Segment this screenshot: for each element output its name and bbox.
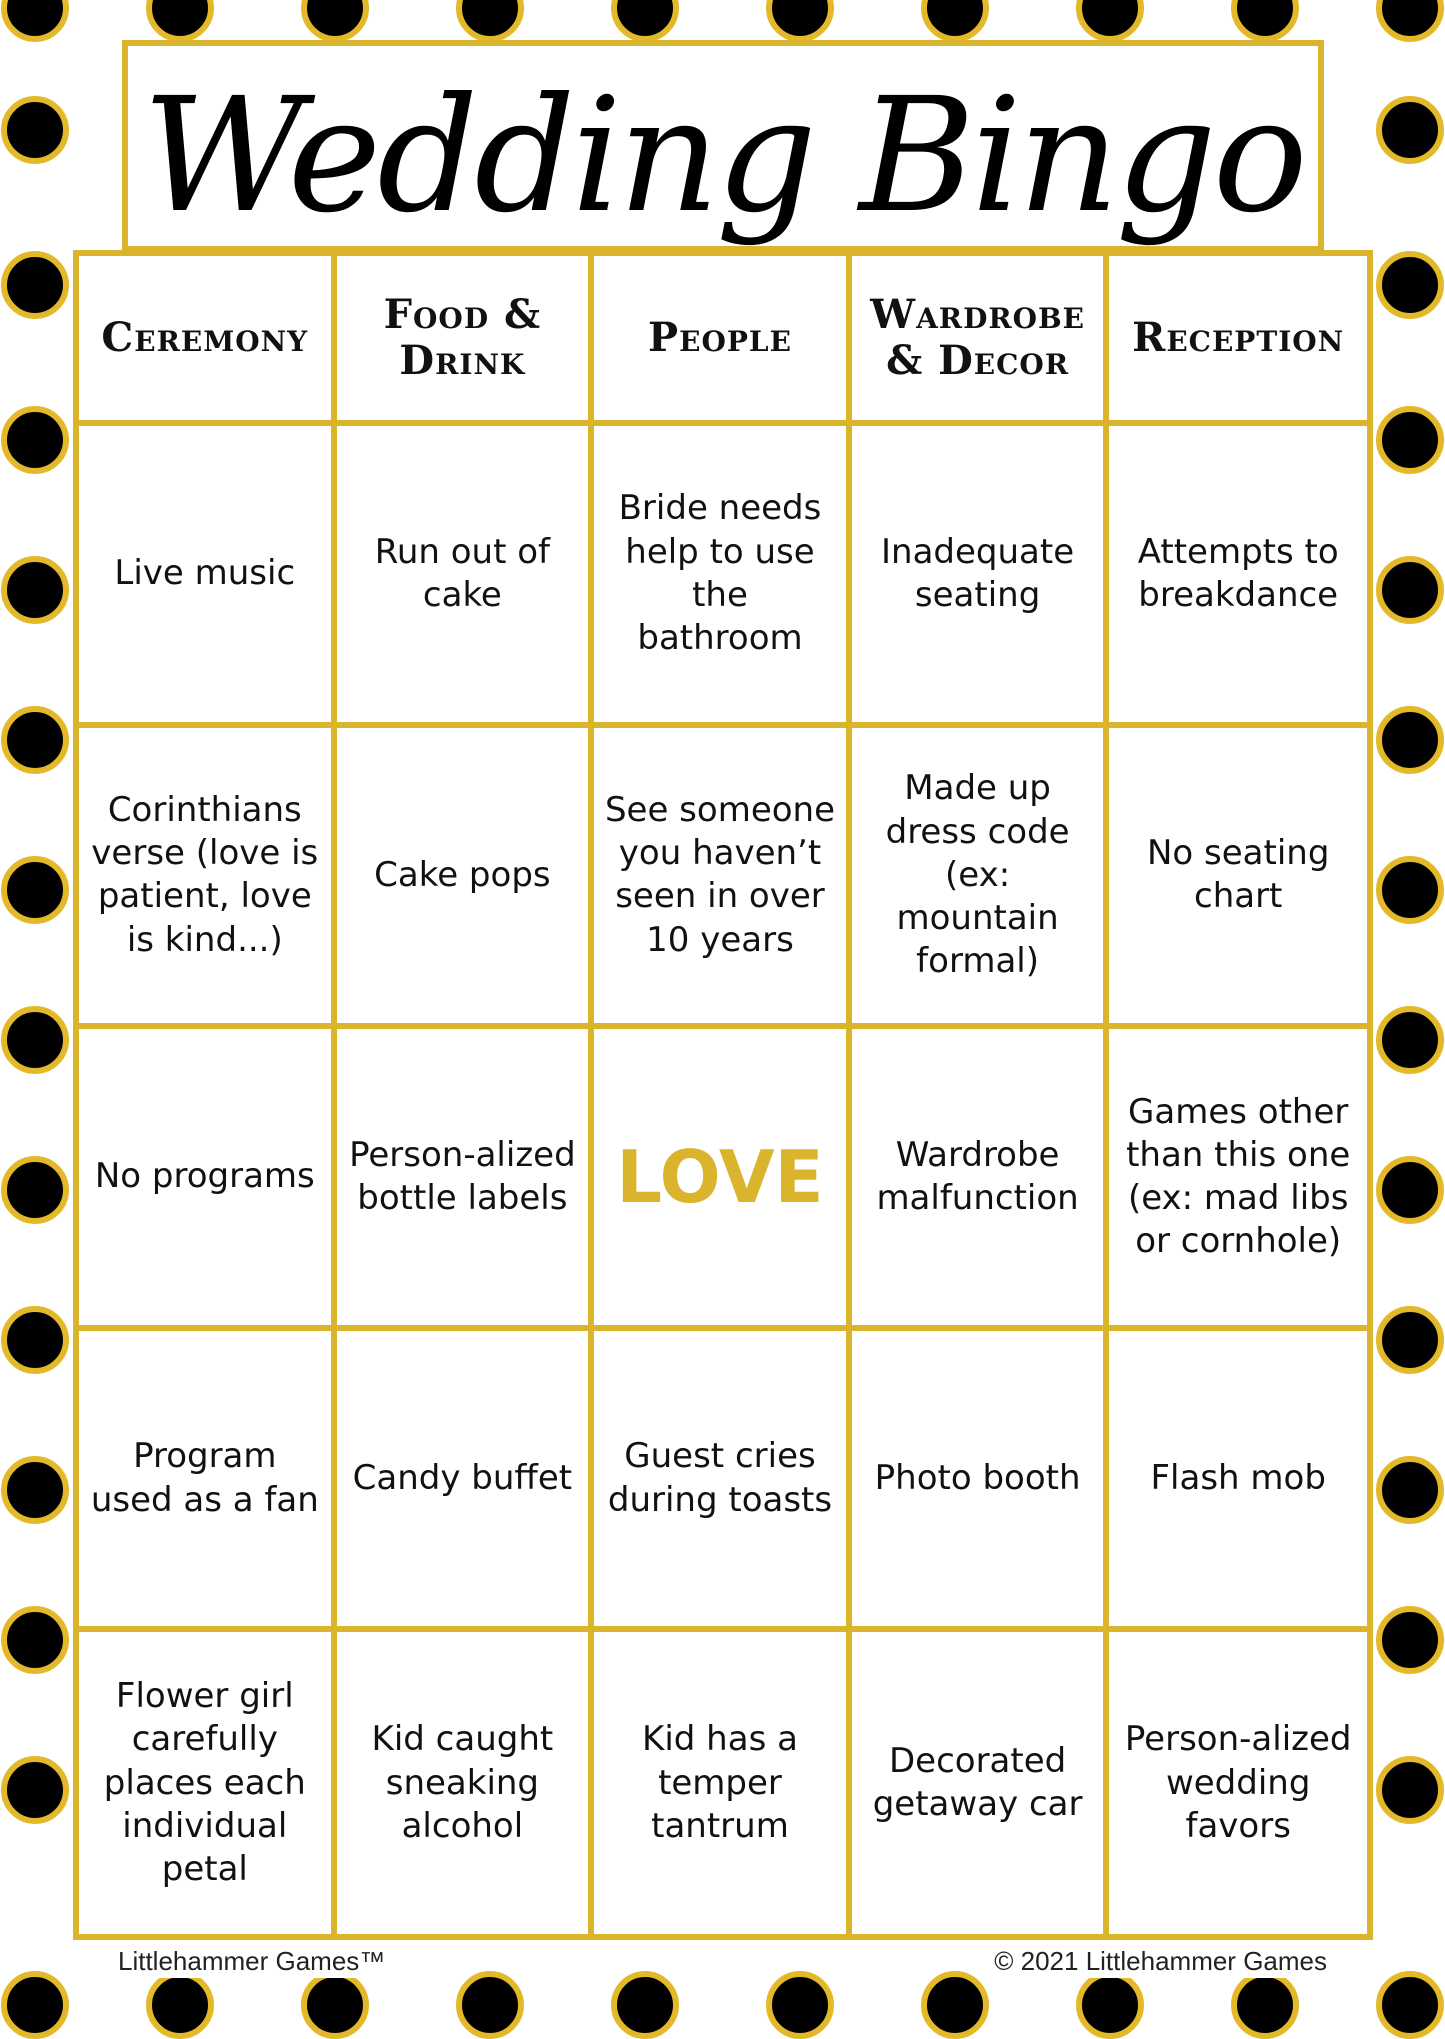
polka-dot <box>1 96 69 164</box>
bingo-square-text: No seating chart <box>1146 833 1330 917</box>
bingo-square <box>852 1029 1110 1331</box>
column-header-text: Ceremony <box>101 314 309 361</box>
polka-dot <box>1231 0 1299 42</box>
polka-dot <box>301 0 369 42</box>
bingo-square <box>337 728 595 1030</box>
bingo-square-text: Person-alized wedding favors <box>1124 1719 1352 1846</box>
bingo-square <box>79 728 337 1030</box>
polka-dot <box>1376 406 1444 474</box>
polka-dot <box>146 0 214 42</box>
column-header-text: Wardrobe & Decor <box>870 291 1086 384</box>
polka-dot <box>1076 1971 1144 2039</box>
bingo-square <box>337 426 595 728</box>
polka-dot <box>1 1606 69 1674</box>
polka-dot <box>1 706 69 774</box>
bingo-square <box>852 1331 1110 1633</box>
polka-dot <box>1376 856 1444 924</box>
column-header-text: Food & Drink <box>383 291 542 384</box>
polka-dot <box>1 1756 69 1824</box>
bingo-square-text: Cake pops <box>374 854 551 895</box>
bingo-square-text: No programs <box>94 1156 315 1197</box>
bingo-square-text: Person-alized bottle labels <box>349 1134 576 1218</box>
bingo-square <box>594 1632 852 1934</box>
polka-dot <box>1 1006 69 1074</box>
bingo-card <box>73 250 1373 1940</box>
bingo-square <box>594 728 852 1030</box>
polka-dot <box>1076 0 1144 42</box>
footer-copyright: © 2021 Littlehammer Games <box>986 1944 1335 1978</box>
bingo-square-text: Kid has a temper tantrum <box>642 1719 798 1846</box>
bingo-square-text: Wardrobe malfunction <box>876 1134 1079 1218</box>
polka-dot <box>1 856 69 924</box>
bingo-square-text: Candy buffet <box>352 1458 573 1498</box>
bingo-square <box>852 728 1110 1030</box>
bingo-square-text: Guest cries during toasts <box>607 1436 833 1520</box>
polka-dot <box>1376 0 1444 42</box>
bingo-square-text: Attempts to breakdance <box>1137 531 1339 615</box>
polka-dot <box>1376 1756 1444 1824</box>
polka-dot <box>1 556 69 624</box>
bingo-square <box>79 426 337 728</box>
polka-dot <box>146 1971 214 2039</box>
polka-dot <box>1376 1006 1444 1074</box>
bingo-square-text: Flower girl carefully places each individual petal <box>103 1676 306 1889</box>
column-header <box>337 256 595 426</box>
polka-dot <box>1376 1156 1444 1224</box>
column-header <box>852 256 1110 426</box>
bingo-square-text: Program used as a fan <box>90 1436 319 1520</box>
polka-dot <box>1 406 69 474</box>
polka-dot <box>1 1971 69 2039</box>
bingo-square <box>337 1632 595 1934</box>
polka-dot <box>1376 96 1444 164</box>
polka-dot <box>1376 556 1444 624</box>
polka-dot <box>1 251 69 319</box>
bingo-square <box>337 1029 595 1331</box>
bingo-square-text: Inadequate seating <box>881 531 1075 615</box>
bingo-square-text: Corinthians verse (love is patient, love is kind...) <box>91 790 319 960</box>
bingo-square <box>852 1632 1110 1934</box>
polka-dot <box>1376 706 1444 774</box>
bingo-square-text: Games other than this one (ex: mad libs or cornhole) <box>1126 1091 1351 1262</box>
polka-dot <box>611 0 679 42</box>
free-space <box>594 1029 852 1331</box>
polka-dot <box>921 0 989 42</box>
bingo-square <box>1109 1331 1367 1633</box>
bingo-square <box>79 1331 337 1633</box>
polka-dot <box>301 1971 369 2039</box>
polka-dot <box>1376 1306 1444 1374</box>
polka-dot <box>1 1156 69 1224</box>
column-header <box>1109 256 1367 426</box>
column-header-text: Reception <box>1132 314 1345 361</box>
bingo-square-text: Bride needs help to use the bathroom <box>618 488 822 658</box>
bingo-square-text: Photo booth <box>874 1458 1081 1498</box>
bingo-square-text: Flash mob <box>1150 1458 1326 1498</box>
footer-brand: Littlehammer Games™ <box>110 1944 393 1978</box>
polka-dot <box>1 0 69 42</box>
polka-dot <box>1 1456 69 1524</box>
bingo-square <box>337 1331 595 1633</box>
bingo-square <box>1109 728 1367 1030</box>
bingo-square-text: Decorated getaway car <box>872 1741 1083 1825</box>
polka-dot <box>766 1971 834 2039</box>
column-header <box>594 256 852 426</box>
polka-dot <box>766 0 834 42</box>
polka-dot <box>611 1971 679 2039</box>
polka-dot <box>1231 1971 1299 2039</box>
title-box <box>122 40 1324 252</box>
column-header <box>79 256 337 426</box>
bingo-square <box>79 1632 337 1934</box>
polka-dot <box>1 1306 69 1374</box>
polka-dot <box>1376 1971 1444 2039</box>
column-header-text: People <box>648 314 792 361</box>
bingo-square <box>594 426 852 728</box>
bingo-square <box>1109 426 1367 728</box>
bingo-square <box>1109 1029 1367 1331</box>
bingo-square <box>79 1029 337 1331</box>
polka-dot <box>1376 1606 1444 1674</box>
bingo-square-text: Live music <box>114 553 296 594</box>
polka-dot <box>1376 251 1444 319</box>
bingo-grid <box>79 256 1367 1934</box>
polka-dot <box>921 1971 989 2039</box>
bingo-square-text: Made up dress code (ex: mountain formal) <box>885 768 1070 982</box>
bingo-square <box>852 426 1110 728</box>
polka-dot <box>456 1971 524 2039</box>
bingo-square <box>594 1331 852 1633</box>
bingo-square-text: Kid caught sneaking alcohol <box>371 1719 554 1846</box>
bingo-square-text: Run out of cake <box>374 531 551 615</box>
free-space-text: LOVE <box>616 1134 824 1219</box>
bingo-square <box>1109 1632 1367 1934</box>
bingo-square-text: See someone you haven’t seen in over 10 years <box>604 790 836 960</box>
polka-dot <box>1376 1456 1444 1524</box>
polka-dot <box>456 0 524 42</box>
page-title: Wedding Bingo <box>142 64 1304 248</box>
